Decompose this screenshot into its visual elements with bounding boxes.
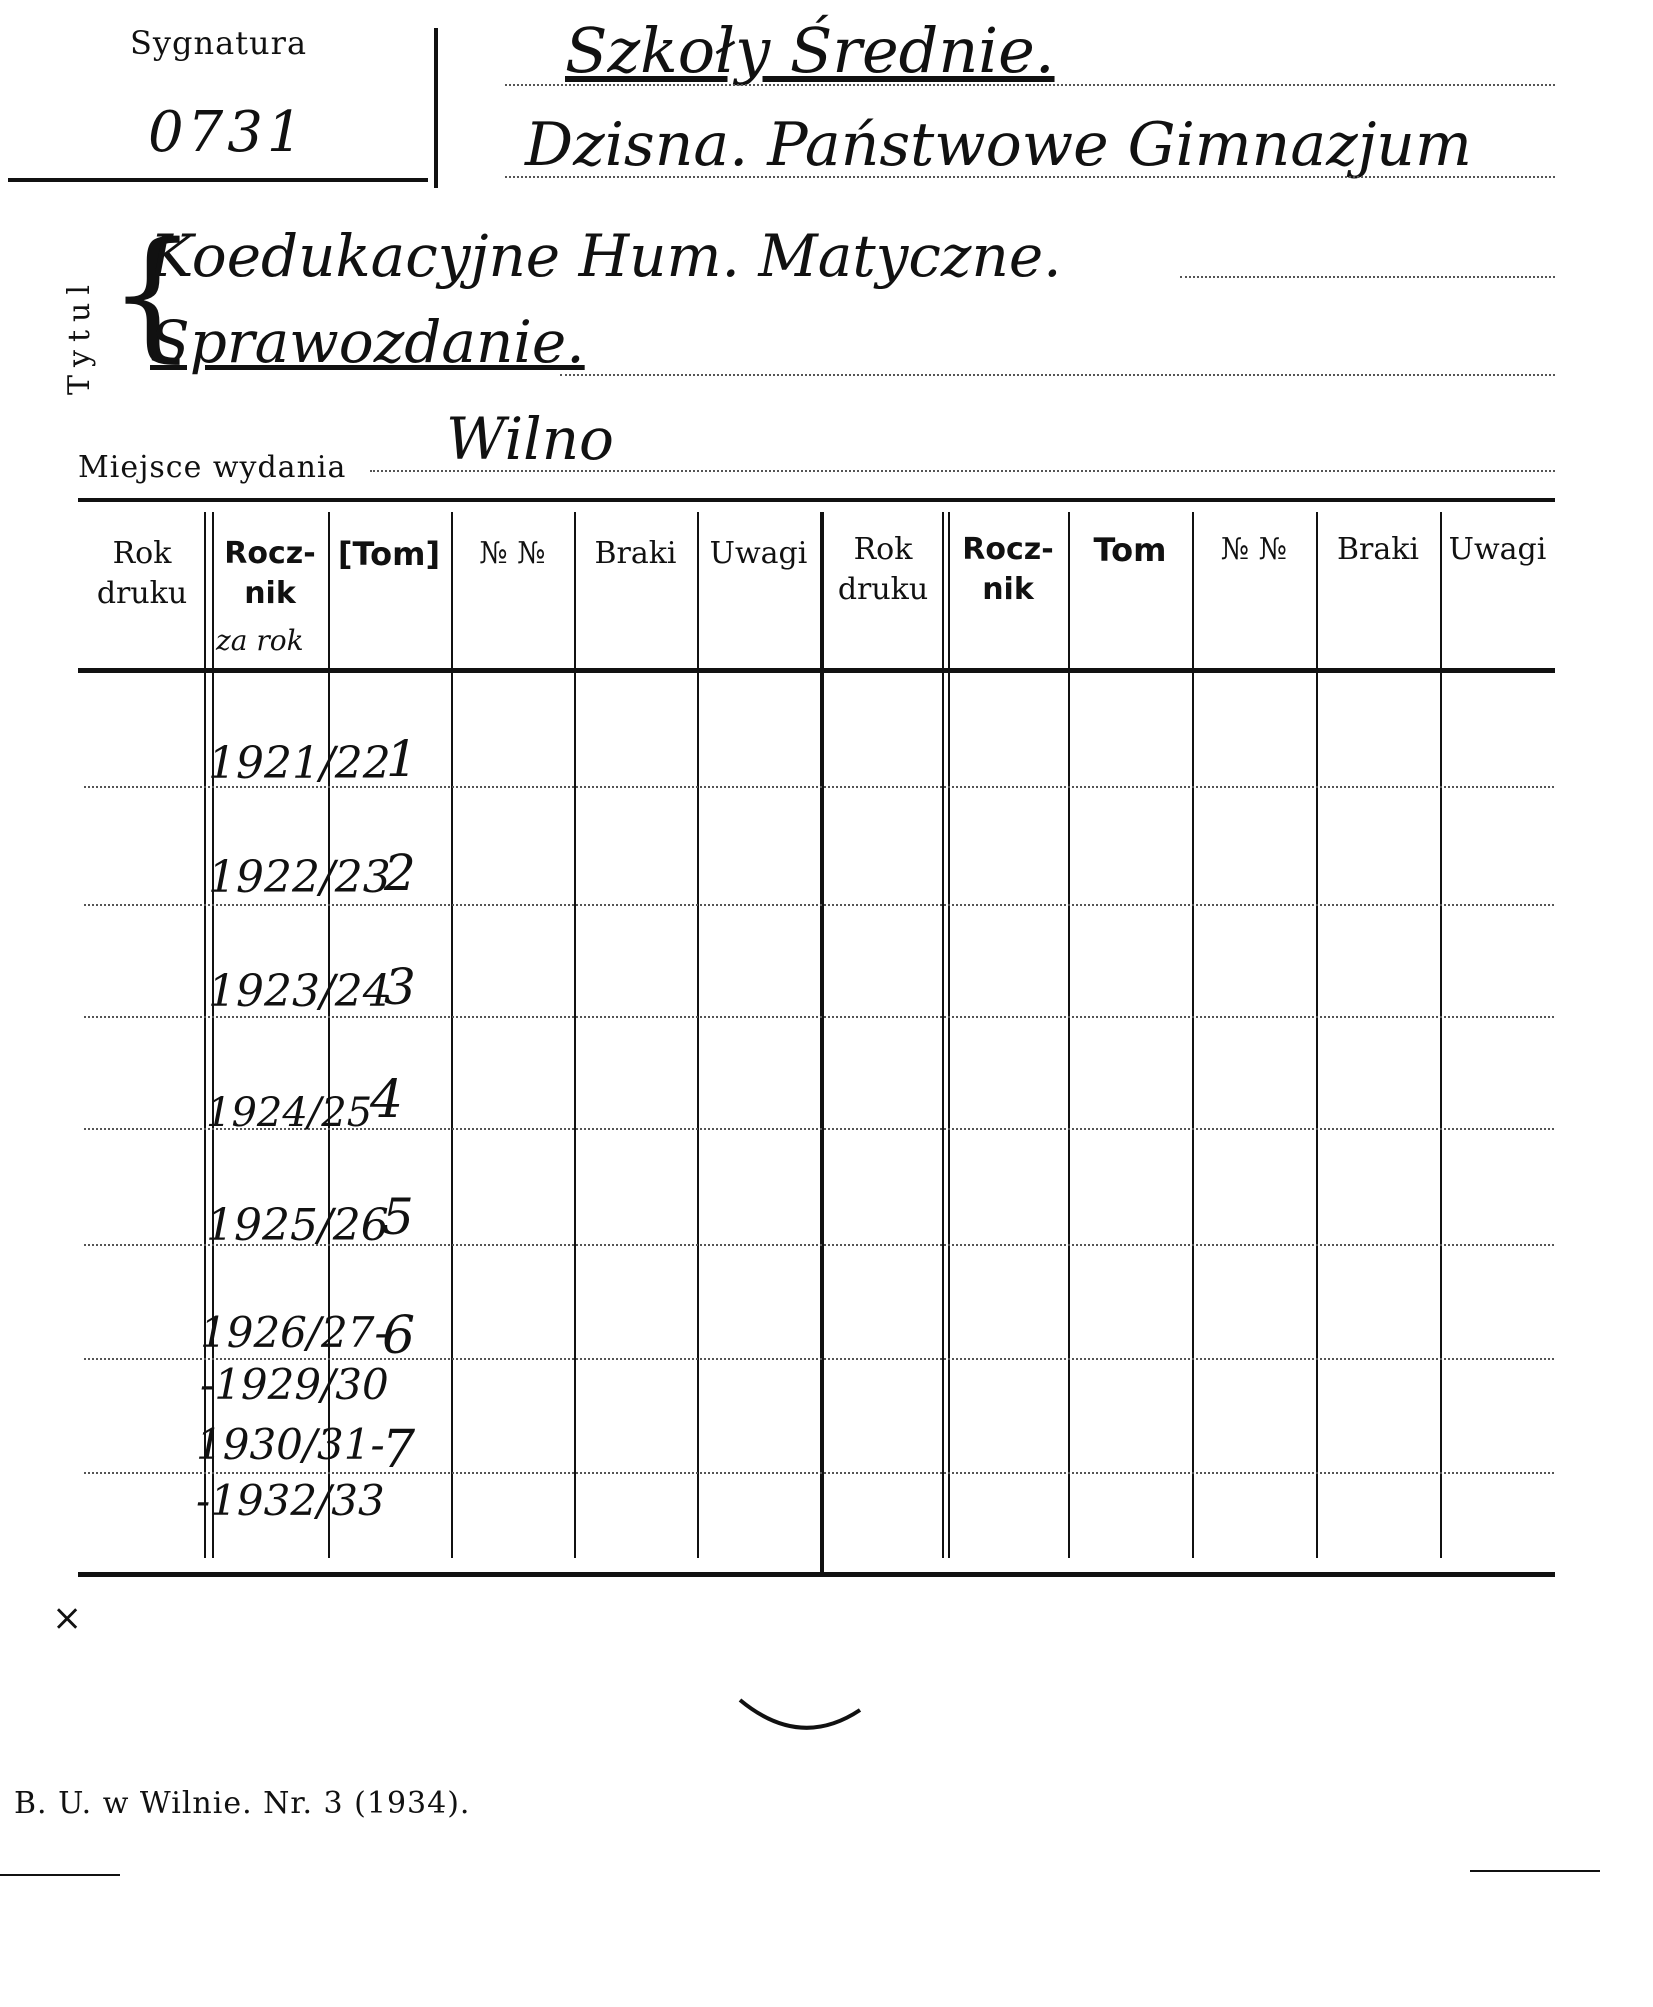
col-line: [1440, 512, 1442, 1558]
header-rocznik-note: za rok: [216, 624, 304, 657]
row-7-rocznik-2: -1932/33: [196, 1476, 385, 1525]
footer-mark: ×: [52, 1598, 83, 1639]
miejsce-dots: [370, 470, 1555, 472]
header-nn-right: № №: [1220, 532, 1288, 567]
title-line-3: Koedukacyjne Hum. Matyczne.: [150, 222, 1062, 290]
row-1-tom: 1: [386, 730, 418, 788]
header-rocznik-right: Rocz- nik: [962, 532, 1054, 607]
col-line: [1192, 512, 1194, 1558]
header-rocznik: Rocz- nik: [224, 536, 316, 611]
sygnatura-underline: [8, 178, 428, 182]
seal-arc: [730, 1680, 880, 1760]
table-bottom-rule: [78, 1572, 1555, 1577]
col-line: [948, 512, 950, 1558]
miejsce-label: Miejsce wydania: [78, 450, 347, 485]
row-6-tom: 6: [382, 1306, 416, 1366]
title-dots-2: [505, 176, 1555, 178]
table-header-rule: [78, 668, 1555, 673]
sygnatura-value: 0731: [148, 100, 307, 165]
sygnatura-divider: [434, 28, 438, 188]
row-3-rocznik: 1923/24: [208, 966, 391, 1017]
col-line: [574, 512, 576, 1558]
col-line: [1316, 512, 1318, 1558]
col-line: [1068, 512, 1070, 1558]
header-braki: Braki: [594, 536, 677, 571]
row-7-rocznik: 1930/31-: [196, 1420, 385, 1469]
row-3-tom: 3: [384, 958, 416, 1016]
title-line-1: Szkoły Średnie.: [565, 14, 1055, 87]
header-uwagi: Uwagi: [709, 536, 808, 571]
miejsce-value: Wilno: [446, 405, 614, 473]
row-guide: [84, 1472, 1554, 1474]
sygnatura-label: Sygnatura: [130, 24, 308, 62]
row-4-rocznik: 1924/25: [206, 1090, 373, 1136]
header-rok-druku: Rok druku: [96, 536, 188, 611]
row-5-tom: 5: [382, 1188, 414, 1246]
header-tom: [Tom]: [337, 535, 441, 573]
row-6-rocznik-2: -1929/30: [200, 1360, 389, 1409]
tytul-label: Tytul: [62, 277, 97, 395]
header-rok-druku-right: Rok druku: [837, 532, 929, 607]
header-tom-right: Tom: [1093, 531, 1167, 569]
row-7-tom: 7: [382, 1420, 416, 1480]
tytul-brace: {: [108, 213, 198, 376]
col-line: [942, 512, 944, 1558]
row-1-rocznik: 1921/22: [208, 738, 391, 789]
footer-rule-right: [1470, 1870, 1600, 1872]
row-2-rocznik: 1922/23: [208, 852, 391, 903]
header-uwagi-right: Uwagi: [1448, 532, 1547, 567]
title-dots-1: [505, 84, 1555, 86]
col-line: [697, 512, 699, 1558]
row-4-tom: 4: [370, 1070, 404, 1130]
footer-rule-left: [0, 1874, 120, 1876]
row-guide: [84, 904, 1554, 906]
title-dots-3: [1180, 276, 1555, 278]
table-top-rule: [78, 498, 1555, 502]
header-nn: № №: [479, 536, 546, 571]
header-braki-right: Braki: [1336, 532, 1420, 567]
col-line: [451, 512, 453, 1558]
title-dots-4: [560, 374, 1555, 376]
row-2-tom: 2: [384, 844, 416, 902]
imprint: B. U. w Wilnie. Nr. 3 (1934).: [14, 1786, 471, 1821]
col-line-center: [820, 512, 824, 1574]
row-6-rocznik: 1926/27-: [200, 1308, 389, 1357]
row-5-rocznik: 1925/26: [206, 1200, 389, 1251]
title-line-4: Sprawozdanie.: [150, 308, 585, 376]
title-line-2: Dzisna. Państwowe Gimnazjum: [525, 110, 1472, 180]
